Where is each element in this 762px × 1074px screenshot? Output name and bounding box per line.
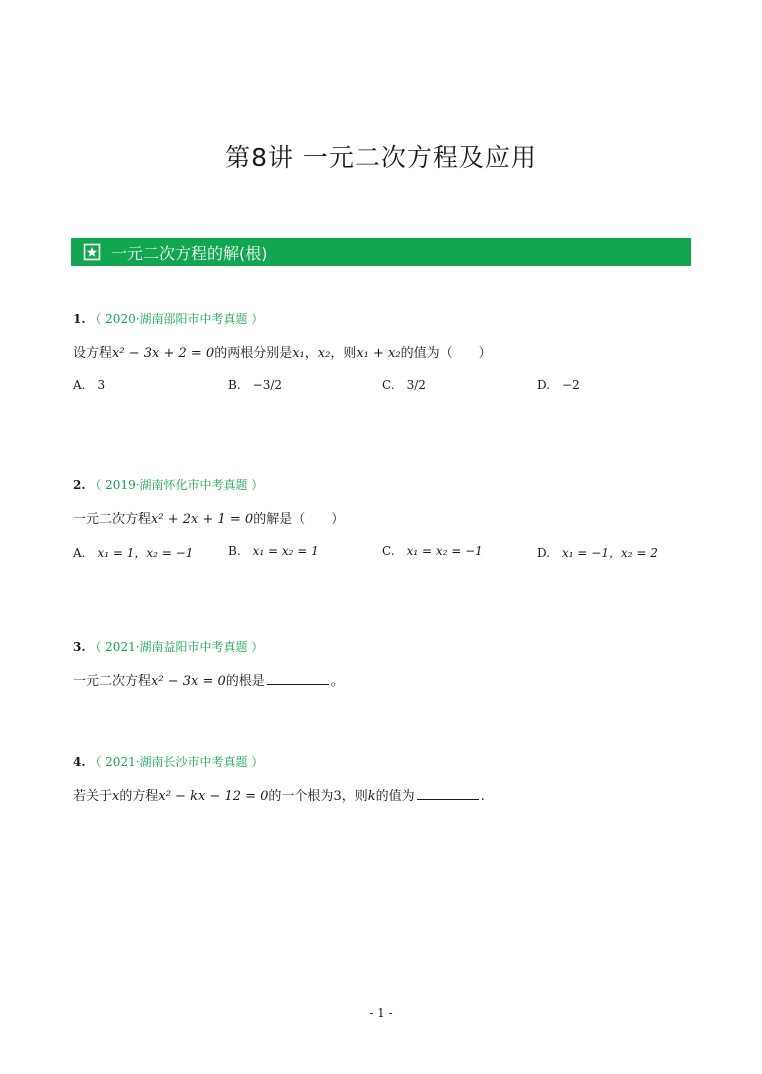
question-text: 一元二次方程x² + 2x + 1 = 0的解是（ ）: [73, 512, 345, 527]
answer-blank[interactable]: [417, 787, 479, 800]
option-c[interactable]: C. 3/2: [382, 378, 426, 392]
equation: x² + 2x + 1 = 0: [151, 512, 254, 527]
section-title: 一元二次方程的解(根): [111, 243, 268, 263]
question-source: （ 2021·湖南益阳市中考真题 ）: [89, 640, 264, 654]
page-title: 第8讲 一元二次方程及应用: [225, 143, 537, 172]
answer-options: [73, 378, 693, 408]
question-header: [73, 638, 693, 655]
question-source: （ 2020·湖南邵阳市中考真题 ）: [89, 312, 264, 326]
option-b[interactable]: B. x₁ = x₂ = 1: [228, 544, 319, 558]
option-b[interactable]: B. −3/2: [228, 378, 283, 392]
question-4: [73, 753, 693, 807]
option-d[interactable]: D. x₁ = −1，x₂ = 2: [537, 545, 658, 560]
page-number: - 1 -: [369, 1006, 393, 1020]
question-2: [73, 476, 693, 574]
question-source: （ 2019·湖南怀化市中考真题 ）: [89, 478, 264, 492]
equation: x² − 3x + 2 = 0: [112, 346, 215, 361]
question-1: [73, 310, 693, 408]
question-3: [73, 638, 693, 692]
question-text: 一元二次方程x² − 3x = 0的根是 。: [73, 674, 344, 689]
question-header: [73, 310, 693, 327]
equation: x² − 3x = 0: [151, 674, 226, 689]
option-a[interactable]: A. 3: [73, 378, 106, 392]
question-header: [73, 753, 693, 770]
question-number: 4.: [73, 755, 86, 769]
question-text: 若关于x的方程x² − kx − 12 = 0的一个根为3，则k的值为 .: [73, 789, 485, 804]
question-text: 设方程x² − 3x + 2 = 0的两根分别是x₁，x₂，则x₁ + x₂的值为（ ）: [73, 346, 492, 361]
question-number: 1.: [73, 312, 86, 326]
section-header: [71, 238, 691, 266]
option-d[interactable]: D. −2: [537, 378, 580, 392]
question-header: [73, 476, 693, 493]
question-source: （ 2021·湖南长沙市中考真题 ）: [89, 755, 264, 769]
question-number: 2.: [73, 478, 86, 492]
answer-blank[interactable]: [267, 672, 329, 685]
answer-options: [73, 544, 693, 574]
option-a[interactable]: A. x₁ = 1，x₂ = −1: [73, 545, 194, 560]
option-c[interactable]: C. x₁ = x₂ = −1: [382, 544, 483, 558]
bookmark-star-icon: [83, 243, 101, 261]
question-number: 3.: [73, 640, 86, 654]
equation: x² − kx − 12 = 0: [158, 789, 269, 804]
